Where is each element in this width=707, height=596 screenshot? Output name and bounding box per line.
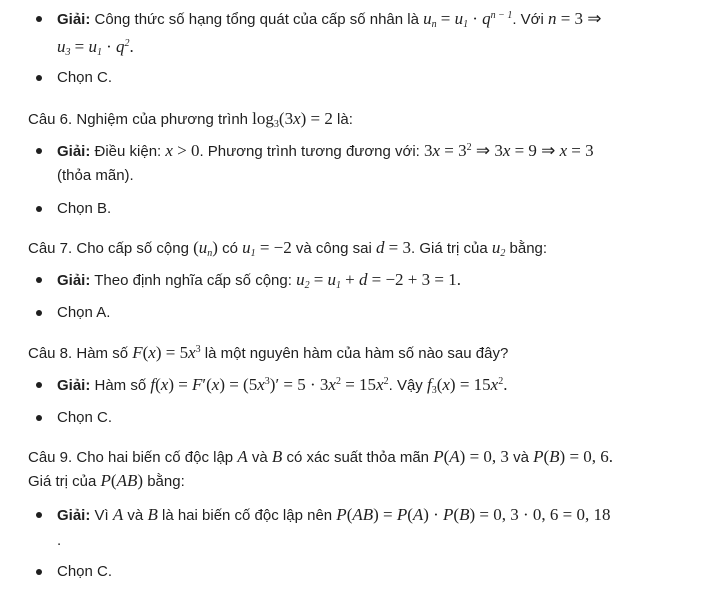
- question-line: Câu 6. Nghiệm của phương trình $\log_3(3x) = 2$ là:: [28, 109, 353, 130]
- bullet: [36, 310, 42, 316]
- solution-line: Giải: Công thức số hạng tổng quát của cấp số nhân là $u_n = u_1 \cdot q^{n - 1}$. Với n = 3 ⇒: [57, 9, 602, 30]
- answer-line: Chọn A.: [57, 304, 111, 321]
- bullet: [36, 569, 42, 575]
- question-line: Giá trị của P(AB) bằng:: [28, 471, 185, 490]
- solution-line: Giải: Theo định nghĩa cấp số cộng: $u_2 = u_1 + d = -2 + 3 = 1$.: [57, 270, 461, 291]
- bullet: [36, 206, 42, 212]
- question-line: Câu 7. Cho cấp số cộng $(u_n)$ có $u_1 = -2$ và công sai d = 3. Giá trị của $u_2$ bằng:: [28, 238, 548, 259]
- question-line: Câu 8. Hàm số $F(x) = 5x^3$ là một nguyên hàm của hàm số nào sau đây?: [28, 343, 509, 362]
- solution-line: Giải: Vì A và B là hai biến cố độc lập nên P(AB) = P(A) · P(B) = 0, 3 · 0, 6 = 0, 18: [57, 505, 611, 524]
- solution-line: Giải: Hàm số $f(x) = F'(x) = (5x^3)' = 5 \cdot 3x^2 = 15x^2$. Vậy $f_3(x) = 15x^2$.: [57, 375, 508, 396]
- solution-line: .: [57, 532, 62, 549]
- answer-line: Chọn C.: [57, 409, 113, 426]
- bullet: [36, 512, 42, 518]
- bullet: [36, 16, 42, 22]
- bullet: [36, 415, 42, 421]
- bullet: [36, 75, 42, 81]
- solution-line: (thỏa mãn).: [57, 167, 134, 184]
- solution-line: $u_3 = u_1 \cdot q^2$.: [57, 37, 134, 58]
- bullet: [36, 382, 42, 388]
- answer-line: Chọn C.: [57, 69, 113, 86]
- bullet: [36, 148, 42, 154]
- solution-line: Giải: Điều kiện: x > 0. Phương trình tương đương với: $3x = 3^2$ ⇒ 3x = 9 ⇒ x = 3: [57, 141, 594, 160]
- answer-line: Chọn B.: [57, 200, 112, 217]
- answer-line: Chọn C.: [57, 563, 113, 580]
- question-line: Câu 9. Cho hai biến cố độc lập A và B có xác suất thỏa mãn P(A) = 0, 3 và P(B) = 0, 6.: [28, 447, 614, 466]
- bullet: [36, 277, 42, 283]
